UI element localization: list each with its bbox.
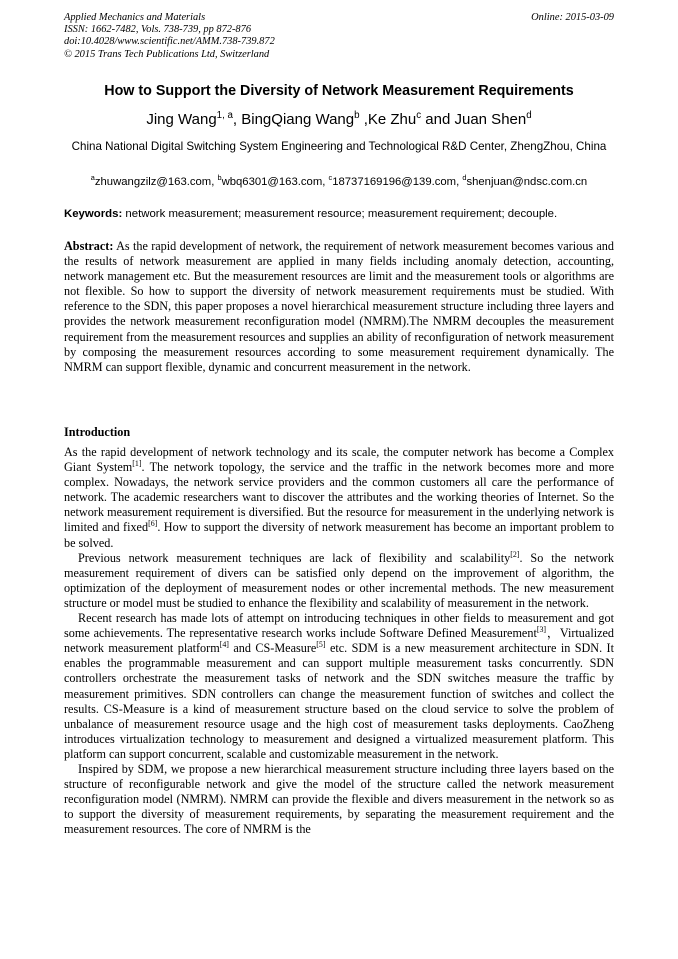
citation: [3]	[536, 625, 547, 635]
email-superscript: b	[217, 173, 222, 183]
author-list	[40, 111, 638, 128]
keywords	[64, 208, 624, 220]
citation: [6]	[148, 519, 158, 529]
text-run: As the rapid development of network technology and its scale, the computer network has become a Complex Giant System	[64, 445, 614, 475]
email-list	[40, 173, 638, 188]
keywords-label: Keywords:	[64, 208, 123, 220]
copyright-line: © 2015 Trans Tech Publications Ltd, Switzerland	[64, 48, 270, 60]
text-run: ，Virtualized network measurement platform	[64, 626, 614, 656]
text-run: Recent research has made lots of attempt on introducing techniques in other fields to measurement and got some achievements. The representative research works include Software Defined Measurement	[64, 611, 614, 641]
text-run: . How to support the diversity of network measurement has become an important problem to be solved.	[64, 520, 615, 550]
email-superscript: c	[328, 173, 333, 183]
journal-header	[64, 12, 275, 61]
journal-name: Applied Mechanics and Materials	[64, 12, 206, 23]
email: shenjuan@ndsc.com.cn	[466, 176, 588, 188]
abstract-text: As the rapid development of network, the requirement of network measurement becomes various and the results of network measurement are applied in many fields including anomaly detection, accounting, network management etc. But the measurement resources are limit and the measurement tools or algorithms are not flexible. So how to support the diversity of network measurement requirements must be studied. With reference to the SDN, this paper proposes a novel hierarchical measurement structure including three layers and provides the network measurement reconfiguration model (NMRM).The NMRM decouples the measurement requirement from the measurement resources and supplies an ability of reconfiguration of network measurement by composing the measurement resources according to some measurement requirement dynamically. The NMRM can support flexible, dynamic and concurrent measurement in the network.	[64, 239, 614, 374]
paper-title: How to Support the Diversity of Network Measurement Requirements	[104, 83, 574, 99]
section-heading: Introduction	[64, 425, 131, 439]
text-run: and CS-Measure	[228, 641, 317, 656]
email-superscript: d	[462, 173, 467, 183]
citation: [2]	[510, 549, 520, 559]
author-superscript: b	[354, 110, 360, 121]
paragraph	[64, 445, 614, 551]
email: 18737169196@139.com,	[332, 176, 463, 188]
text-run: etc. SDM is a new measurement architecture in SDN. It enables the programmable measurement and can support multiple measurement tasks concurrently. SDN controllers orchestrate the measurement tasks of network and the SDN switches measure the traffic by measurement primitives. SDN controllers can change the measurement function of switches and collect the results. CS-Measure is a kind of measurement structure based on the cloud service to solve the problem of unbalance of measurement resource usage and the high cost of measurement tasks deployments. CaoZheng introduces virtualization technology to measurement and designed a virtualized measurement platform. This platform can support concurrent, scalable and customizable measurement in the network.	[64, 641, 614, 761]
author-superscript: 1, a	[216, 110, 233, 121]
text-run: Previous network measurement techniques are lack of flexibility and scalability	[78, 550, 511, 565]
paragraph	[64, 551, 614, 611]
issn-line: ISSN: 1662-7482, Vols. 738-739, pp 872-876	[64, 24, 252, 36]
keywords-text: network measurement; measurement resource; measurement requirement; decouple.	[122, 208, 558, 220]
author-superscript: d	[526, 110, 532, 121]
citation: [1]	[132, 459, 142, 469]
author-name: ,Ke Zhu	[359, 111, 417, 128]
online-date: Online: 2015-03-09	[531, 12, 614, 23]
affiliation: China National Digital Switching System Engineering and Technological R&D Center, ZhengZhou, China	[71, 140, 607, 153]
text-run: . The network topology, the service and the traffic in the network becomes more and more complex. Nowadays, the network service providers and the common customers all care the performance of network. The academic researchers want to discover the attributes and the working theories of Internet. So the network measurement requirement is diversified. But the resource for measurement in the underlying network is limited and fixed	[64, 460, 615, 535]
abstract-label: Abstract:	[64, 239, 114, 253]
introduction-body	[64, 445, 614, 837]
text-run: . So the network measurement requirement of divers can be satisfied only depend on the improvement of algorithm, the optimization of the deployment of measurement nodes or other incremental methods. The new measurement structure or model must be studied to enhance the flexibility and scalability of measurement in the network.	[64, 550, 615, 610]
author-name: and Juan Shen	[425, 111, 527, 128]
paragraph: Inspired by SDM, we propose a new hierarchical measurement structure including three layers based on the structure of reconfigurable network and give the model of the structure called the network measurement reconfiguration model (NMRM). NMRM can provide the flexible and divers measurement in the network so as to support the diversity of measurement requirements, by separating the measurement requirement and the measurement resources. The core of NMRM is the	[64, 761, 614, 837]
author-name: , BingQiang Wang	[232, 111, 355, 128]
email-superscript: a	[90, 173, 95, 183]
email: wbq6301@163.com,	[221, 176, 329, 188]
paragraph	[64, 611, 614, 762]
author-name: Jing Wang	[146, 111, 217, 128]
email: zhuwangzilz@163.com,	[94, 176, 218, 188]
citation: [5]	[316, 640, 326, 650]
author-superscript: c	[416, 110, 422, 121]
citation: [4]	[219, 640, 229, 650]
doi-line: doi:10.4028/www.scientific.net/AMM.738-739.872	[64, 36, 275, 48]
abstract	[64, 239, 614, 375]
